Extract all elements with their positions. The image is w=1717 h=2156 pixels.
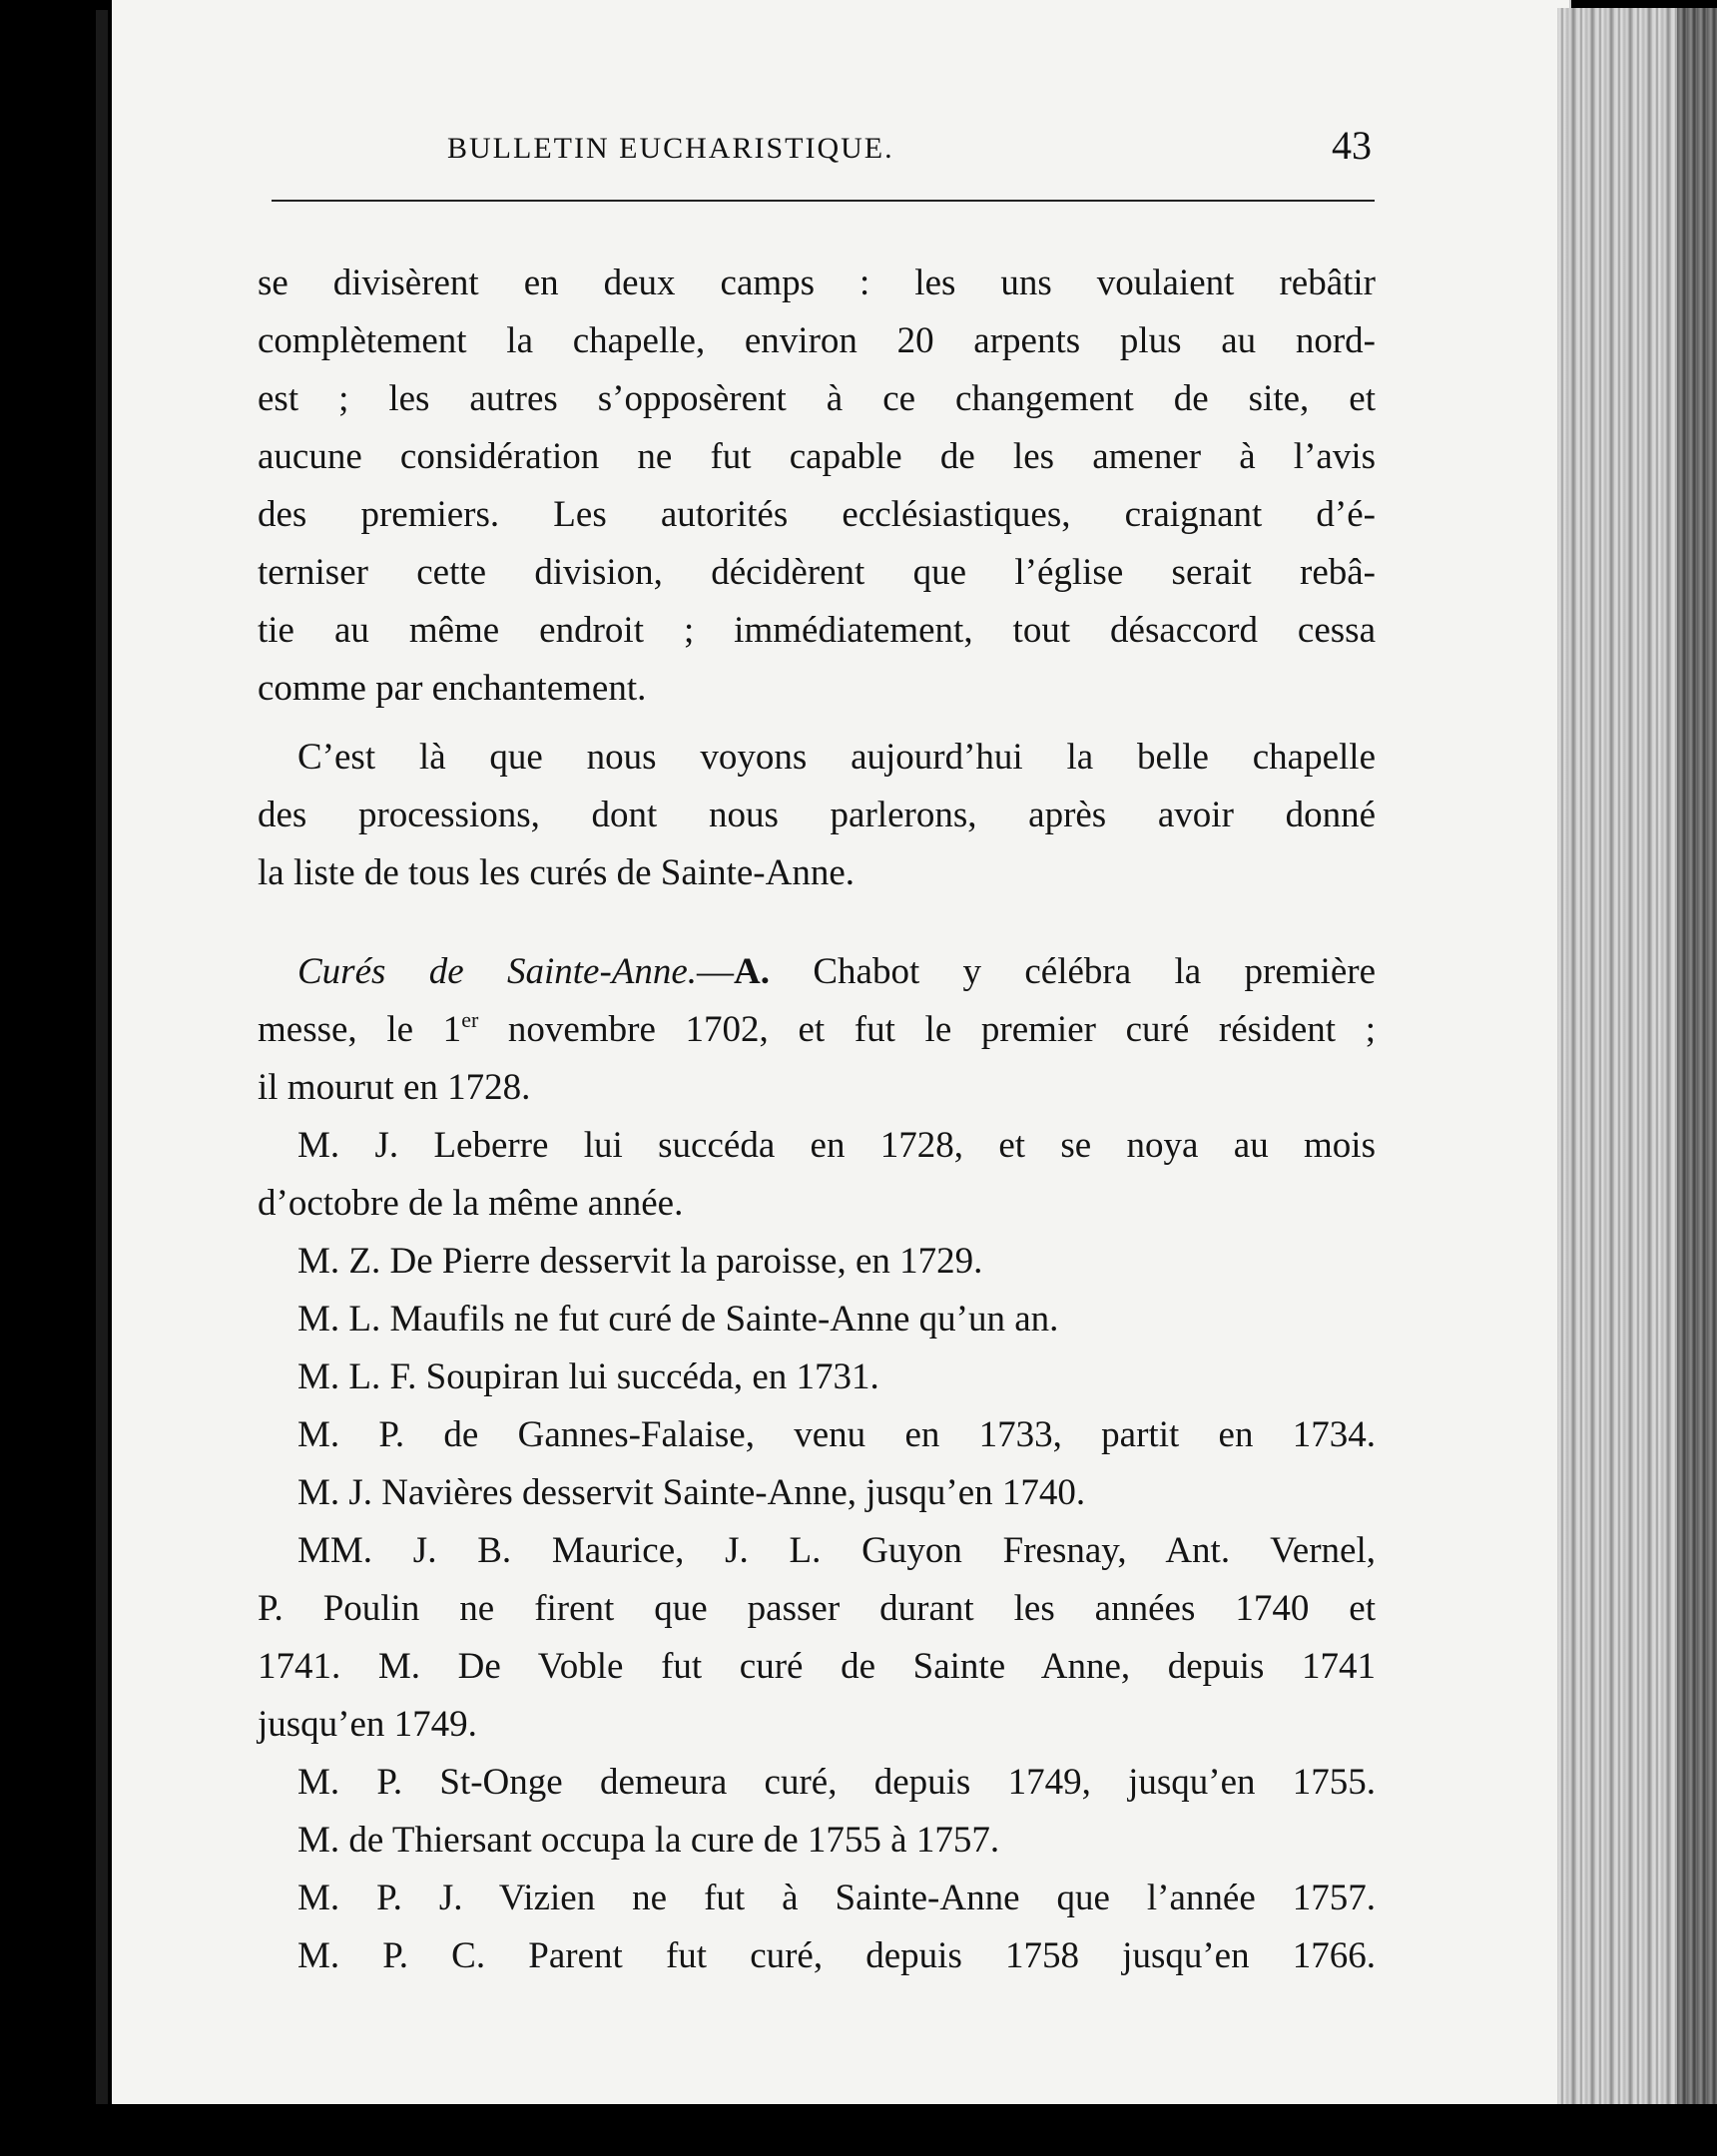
superscript: er	[461, 1007, 479, 1032]
text-line: C’est là que nous voyons aujourd’hui la belle chapelle	[297, 737, 1376, 778]
cure-entry: M. Z. De Pierre desservit la paroisse, en 1729.	[297, 1241, 983, 1282]
cures-list	[258, 943, 1376, 1985]
book-page-edges	[1557, 8, 1717, 2104]
left-gutter	[0, 0, 112, 2156]
text-line: des premiers. Les autorités ecclésiastiques, craignant d’é-	[258, 494, 1376, 535]
cure-entry: M. L. Maufils ne fut curé de Sainte-Anne qu’un an.	[297, 1299, 1059, 1340]
cure-entry-cont: 1741. M. De Voble fut curé de Sainte Anne, depuis 1741	[258, 1646, 1376, 1687]
cure-entry: M. P. de Gannes-Falaise, venu en 1733, partit en 1734.	[297, 1414, 1376, 1455]
text-line: tie au même endroit ; immédiatement, tout désaccord cessa	[258, 610, 1376, 651]
text-line: la liste de tous les curés de Sainte-Anne.	[258, 852, 855, 893]
text-line: il mourut en 1728.	[258, 1067, 531, 1108]
cure-entry-cont: jusqu’en 1749.	[258, 1704, 477, 1745]
text-line	[258, 1001, 1376, 1059]
text-fragment: novembre 1702, et fut le premier curé résident ;	[478, 1009, 1376, 1050]
cure-entry: M. P. J. Vizien ne fut à Sainte-Anne que l’année 1757.	[297, 1878, 1376, 1918]
cure-entry: M. L. F. Soupiran lui succéda, en 1731.	[297, 1356, 879, 1397]
first-cure-initial: A.	[734, 951, 771, 992]
text-line: aucune considération ne fut capable de les amener à l’avis	[258, 436, 1376, 477]
header-rule	[272, 200, 1375, 202]
paragraph-continuation	[258, 255, 1376, 718]
text-line: des processions, dont nous parlerons, après avoir donné	[258, 795, 1376, 835]
cure-entry: M. J. Navières desservit Sainte-Anne, jusqu’en 1740.	[297, 1472, 1086, 1513]
cure-entry: M. J. Leberre lui succéda en 1728, et se noya au mois	[297, 1125, 1376, 1166]
text-line: terniser cette division, décidèrent que l’église serait rebâ-	[258, 552, 1376, 593]
text-line: se divisèrent en deux camps : les uns voulaient rebâtir	[258, 263, 1376, 303]
cure-entry: M. de Thiersant occupa la cure de 1755 à 1757.	[297, 1820, 1000, 1861]
text-line: est ; les autres s’opposèrent à ce changement de site, et	[258, 378, 1376, 419]
first-cure-text: Chabot y célébra la première	[770, 951, 1376, 992]
cure-entry: M. P. St-Onge demeura curé, depuis 1749, jusqu’en 1755.	[297, 1762, 1376, 1803]
text-line: complètement la chapelle, environ 20 arpents plus au nord-	[258, 320, 1376, 361]
paragraph-chapelle	[258, 729, 1376, 902]
heading-dash: —	[697, 951, 735, 992]
cures-heading: Curés de Sainte-Anne.	[297, 951, 698, 992]
cure-entry: M. P. C. Parent fut curé, depuis 1758 jusqu’en 1766.	[297, 1935, 1376, 1976]
text-fragment: messe, le 1	[258, 1009, 462, 1050]
running-title: BULLETIN EUCHARISTIQUE.	[447, 132, 894, 165]
cure-entry-cont: d’octobre de la même année.	[258, 1183, 684, 1224]
running-head	[150, 122, 1388, 182]
cures-heading-line	[258, 943, 1376, 1001]
text-line: comme par enchantement.	[258, 668, 647, 709]
bottom-border	[0, 2104, 1717, 2156]
cure-entry: MM. J. B. Maurice, J. L. Guyon Fresnay, Ant. Vernel,	[297, 1530, 1376, 1571]
cure-entry-cont: P. Poulin ne firent que passer durant les années 1740 et	[258, 1588, 1376, 1629]
page-number: 43	[1332, 123, 1372, 168]
